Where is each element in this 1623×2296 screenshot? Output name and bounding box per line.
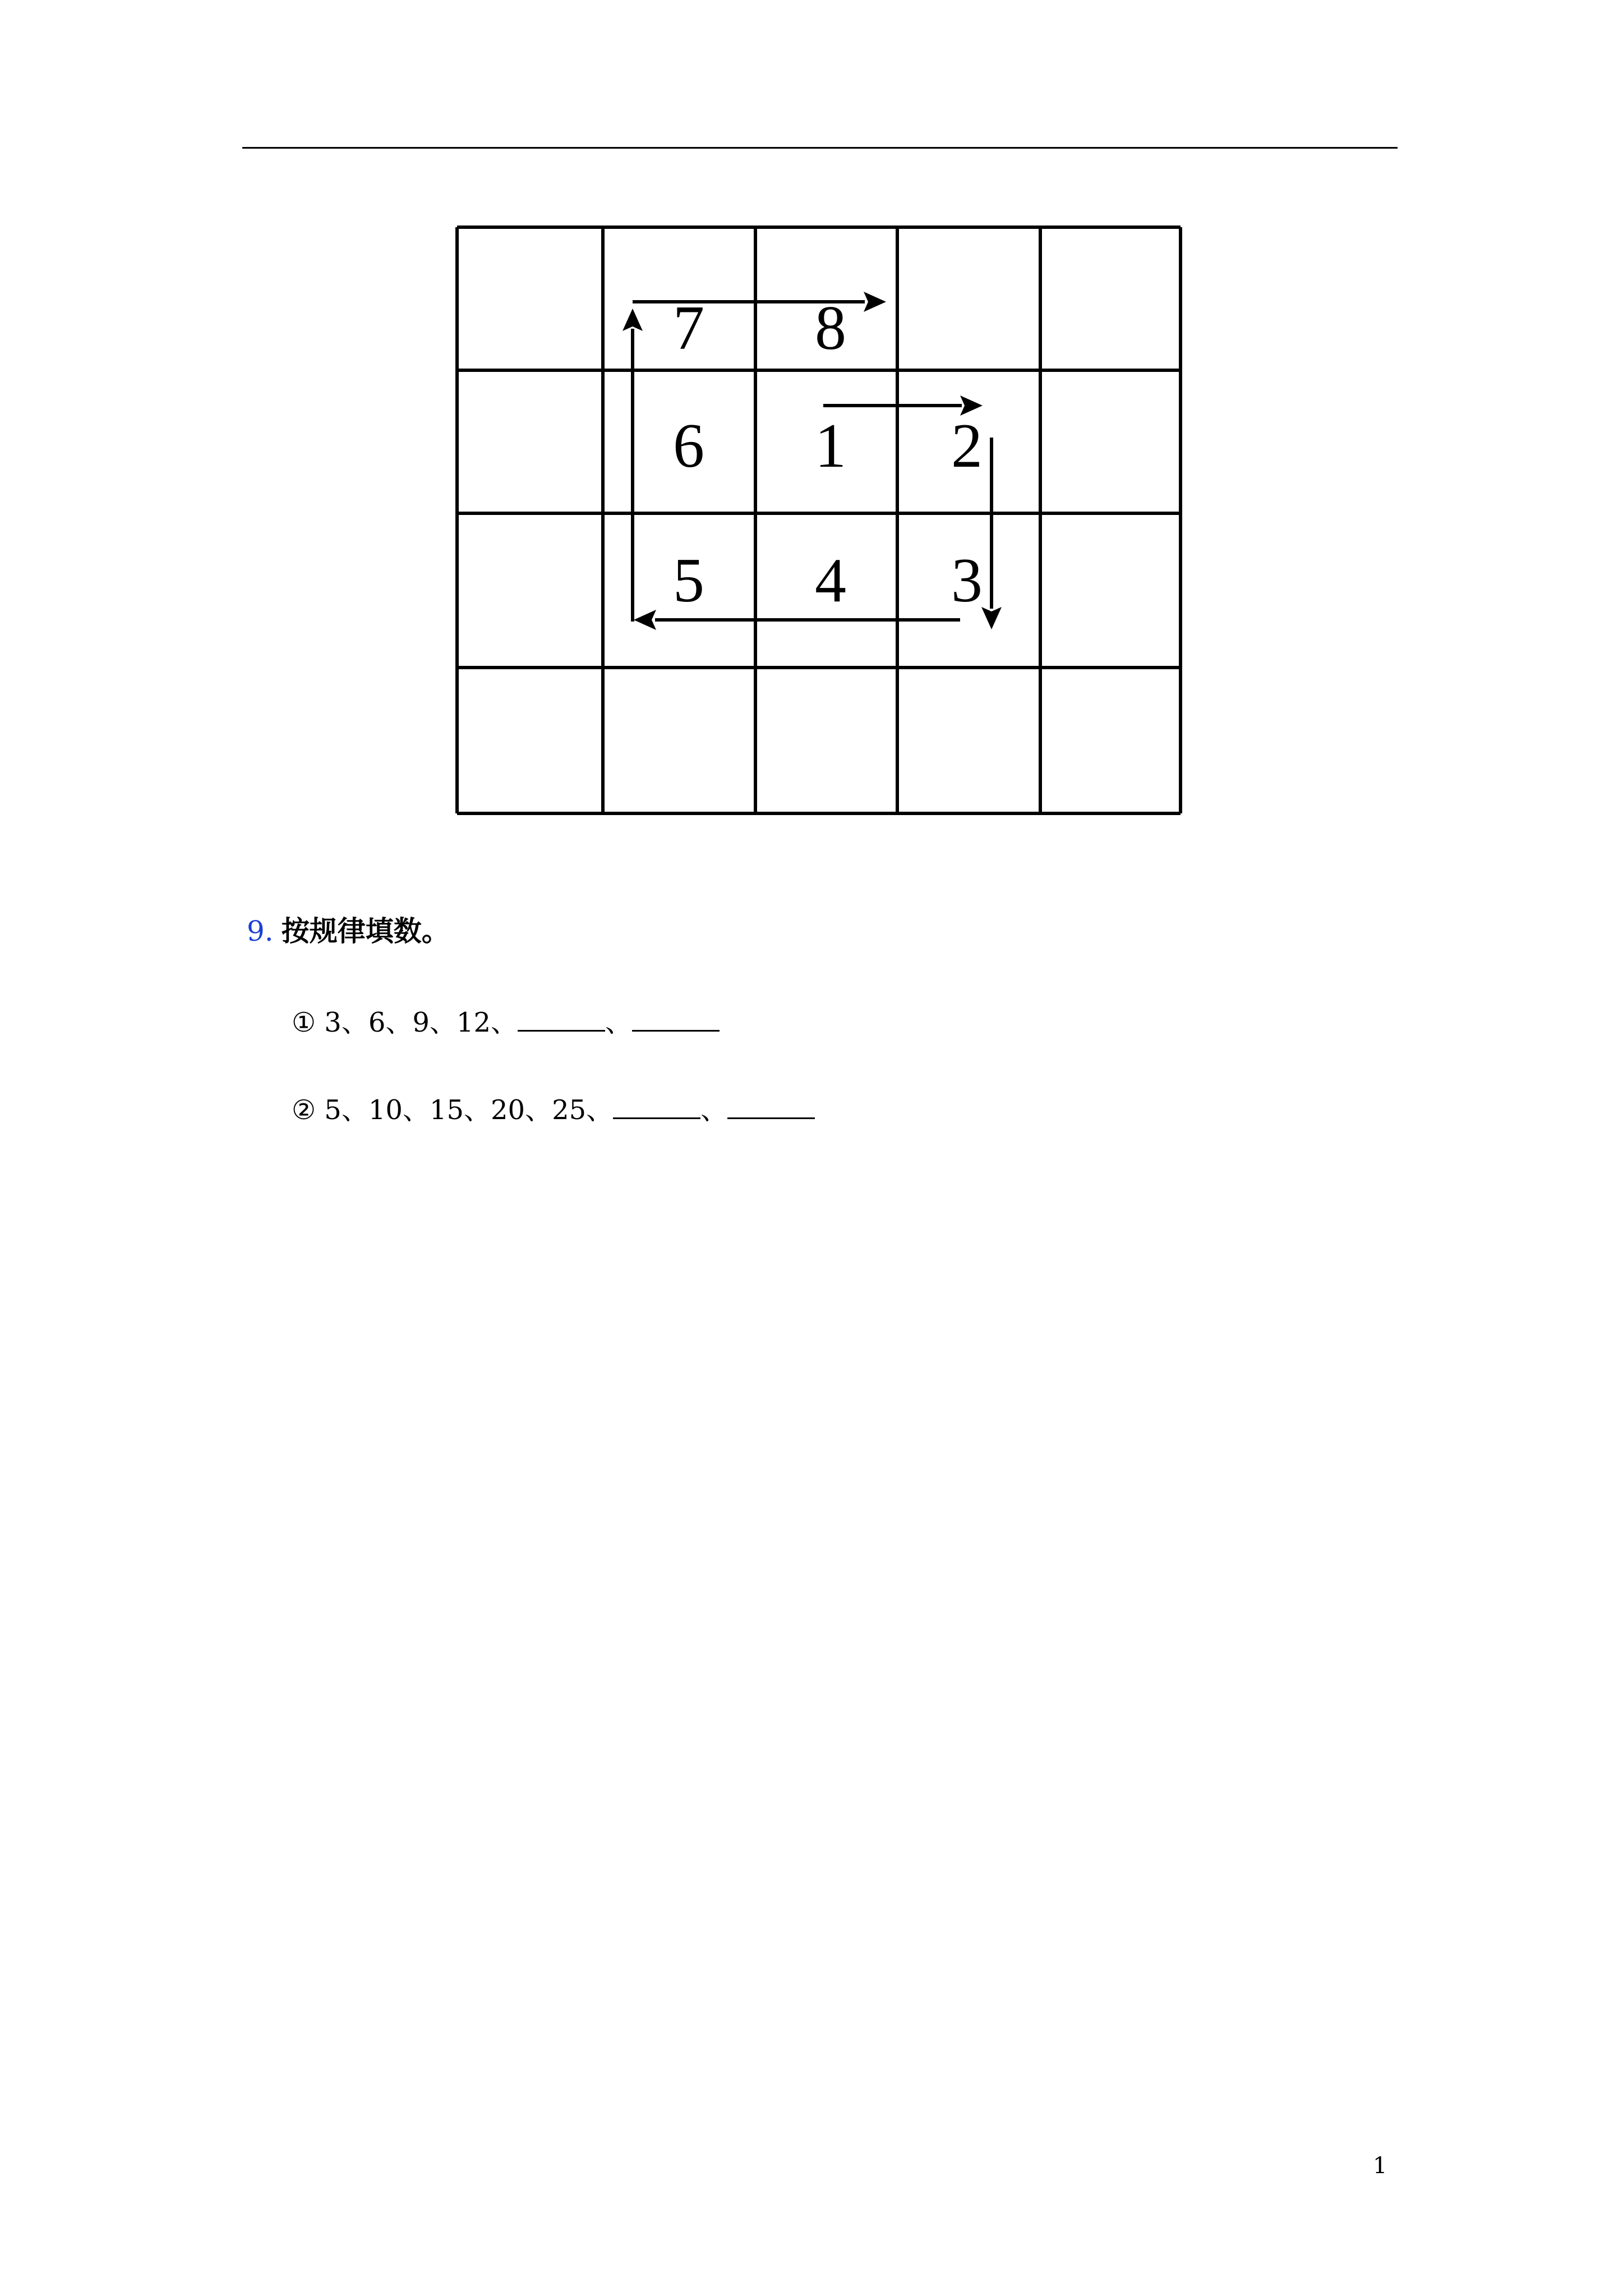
answer-blank[interactable] (727, 1093, 815, 1119)
spiral-grid-diagram (0, 0, 1623, 841)
arrow-5-to-7 (623, 309, 643, 622)
cell-number-4: 4 (815, 546, 846, 615)
item-marker: ② (292, 1094, 316, 1126)
sequence-item-2 (292, 1088, 815, 1127)
question-number: 9. (247, 915, 274, 947)
arrow-2-to-3 (981, 438, 1002, 629)
question-9 (247, 909, 450, 949)
cell-number-2: 2 (951, 411, 983, 481)
cell-number-7: 7 (673, 293, 704, 363)
page-number: 1 (1373, 2153, 1387, 2179)
cell-number-1: 1 (815, 411, 846, 481)
answer-blank[interactable] (613, 1093, 700, 1119)
cell-number-5: 5 (673, 546, 704, 615)
cell-number-6: 6 (673, 411, 704, 481)
cell-number-3: 3 (951, 546, 983, 615)
sequence-text: 3、6、9、12、 (324, 1007, 518, 1038)
blank-separator: 、 (700, 1094, 728, 1126)
cell-number-8: 8 (815, 293, 846, 363)
sequence-text: 5、10、15、20、25、 (324, 1094, 614, 1126)
blank-separator: 、 (605, 1007, 633, 1038)
arrow-7-to-8 (633, 292, 886, 312)
answer-blank[interactable] (518, 1005, 605, 1032)
sequence-item-1 (292, 1001, 720, 1039)
question-title: 按规律填数。 (281, 914, 450, 947)
answer-blank[interactable] (632, 1005, 720, 1032)
item-marker: ① (292, 1007, 316, 1038)
